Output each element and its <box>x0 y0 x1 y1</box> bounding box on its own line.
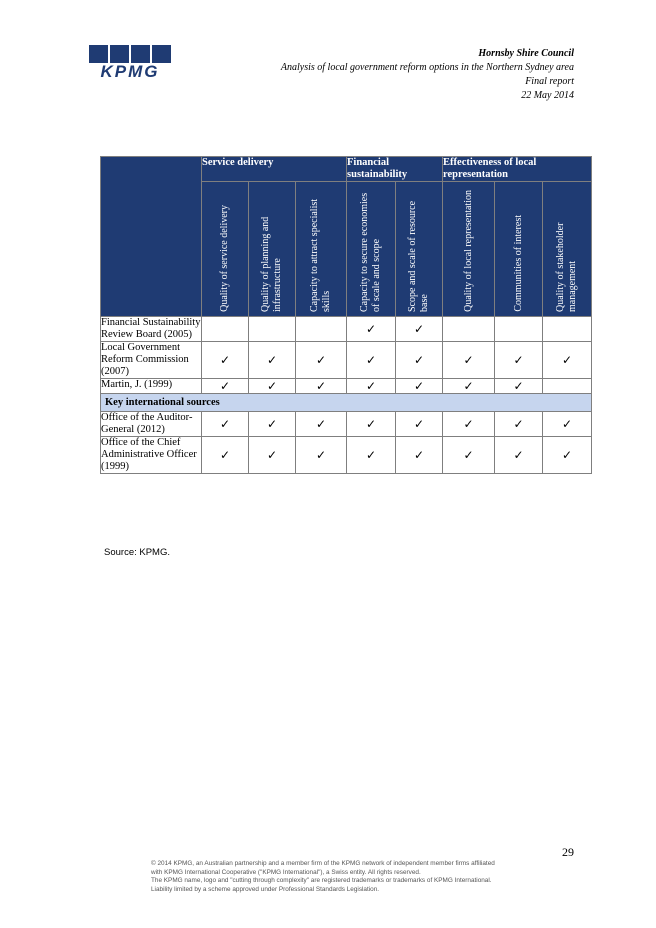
row-label: Local Government Reform Commission (2007) <box>101 342 202 379</box>
check-cell: ✓ <box>347 379 396 394</box>
check-cell: ✓ <box>495 342 543 379</box>
check-cell: ✓ <box>495 437 543 474</box>
source-note: Source: KPMG. <box>104 547 170 558</box>
check-cell: ✓ <box>202 342 249 379</box>
check-cell: ✓ <box>543 412 592 437</box>
check-cell: ✓ <box>396 412 443 437</box>
header-org: Hornsby Shire Council <box>478 48 574 59</box>
footer-line: Liability limited by a scheme approved under Professional Standards Legislation. <box>151 885 380 893</box>
check-cell <box>543 317 592 342</box>
check-cell <box>249 317 296 342</box>
check-cell: ✓ <box>249 437 296 474</box>
header-date: 22 May 2014 <box>521 90 574 101</box>
group-header: Financial sustainability <box>347 157 443 182</box>
check-cell: ✓ <box>495 412 543 437</box>
check-cell: ✓ <box>202 379 249 394</box>
table-row <box>101 412 592 437</box>
check-cell: ✓ <box>443 342 495 379</box>
table-row <box>101 437 592 474</box>
row-label: Financial Sustainability Review Board (2005) <box>101 317 201 340</box>
check-cell: ✓ <box>396 317 443 342</box>
check-cell: ✓ <box>249 342 296 379</box>
check-cell: ✓ <box>347 317 396 342</box>
check-cell: ✓ <box>443 379 495 394</box>
check-cell: ✓ <box>249 379 296 394</box>
group-header: Service delivery <box>202 157 347 182</box>
footer-line: © 2014 KPMG, an Australian partnership and a member firm of the KPMG network of independent member firms affiliated <box>151 860 495 867</box>
column-header: Quality of planning and infrastructure <box>249 182 296 317</box>
column-header: Capacity to attract specialist skills <box>296 182 347 317</box>
footer-line: with KPMG International Cooperative ("KPMG International"), a Swiss entity. All rights reserved. <box>151 868 421 876</box>
section-row <box>101 394 592 412</box>
header-report: Final report <box>525 76 574 87</box>
check-cell <box>495 317 543 342</box>
check-cell <box>296 317 347 342</box>
check-cell: ✓ <box>202 412 249 437</box>
sources-matrix-table <box>100 156 592 474</box>
check-cell: ✓ <box>296 342 347 379</box>
check-cell: ✓ <box>543 437 592 474</box>
check-cell: ✓ <box>249 412 296 437</box>
row-label: Martin, J. (1999) <box>101 379 202 394</box>
page-header <box>281 47 574 103</box>
check-cell: ✓ <box>543 342 592 379</box>
footer-line: The KPMG name, logo and "cutting through complexity" are registered trademarks or trademarks of KPMG International. <box>151 877 492 884</box>
check-cell: ✓ <box>396 342 443 379</box>
check-cell: ✓ <box>443 412 495 437</box>
check-cell <box>202 317 249 342</box>
check-cell: ✓ <box>396 379 443 394</box>
page-number: 29 <box>562 845 574 859</box>
table-row <box>101 342 592 379</box>
check-cell <box>443 317 495 342</box>
column-header: Quality of local representation <box>443 182 495 317</box>
column-header: Capacity to secure economies of scale and scope <box>347 182 396 317</box>
column-header: Scope and scale of resource base <box>396 182 443 317</box>
check-cell: ✓ <box>347 437 396 474</box>
check-cell: ✓ <box>347 412 396 437</box>
check-cell: ✓ <box>296 379 347 394</box>
check-cell <box>543 379 592 394</box>
check-cell: ✓ <box>396 437 443 474</box>
table-row <box>101 317 592 342</box>
page-footer <box>151 860 495 894</box>
table-row <box>101 379 592 394</box>
header-subtitle: Analysis of local government reform options in the Northern Sydney area <box>280 62 574 73</box>
column-header: Quality of service delivery <box>202 182 249 317</box>
check-cell: ✓ <box>202 437 249 474</box>
column-header: Quality of stakeholder management <box>543 182 592 317</box>
check-cell: ✓ <box>495 379 543 394</box>
row-label: Office of the Auditor-General (2012) <box>101 412 202 437</box>
check-cell: ✓ <box>347 342 396 379</box>
section-label: Key international sources <box>101 394 592 412</box>
check-cell: ✓ <box>296 437 347 474</box>
row-label: Office of the Chief Administrative Officer (1999) <box>101 437 202 474</box>
check-cell: ✓ <box>443 437 495 474</box>
column-header: Communities of interest <box>495 182 543 317</box>
group-header: Effectiveness of local representation <box>443 157 592 182</box>
kpmg-logo <box>89 45 171 79</box>
corner-cell <box>101 157 202 317</box>
check-cell: ✓ <box>296 412 347 437</box>
svg-text:KPMG: KPMG <box>100 62 160 79</box>
